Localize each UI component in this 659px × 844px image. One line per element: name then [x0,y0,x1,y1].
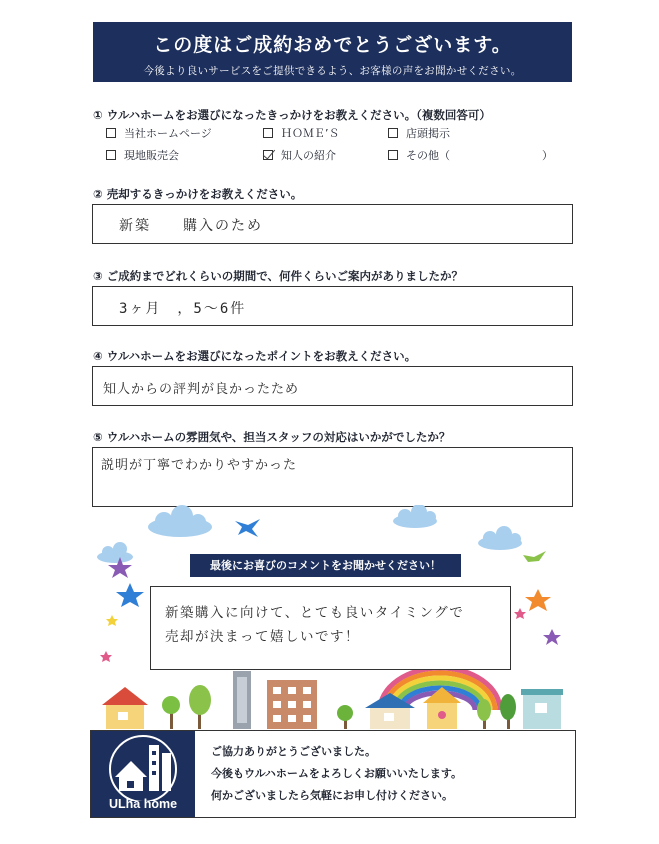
cloud-icon [97,542,133,563]
tall-building-icon [233,671,251,729]
option-label: 現地販売会 [124,149,179,162]
option-homes[interactable] [263,125,340,141]
option-label: 知人の紹介 [281,149,336,162]
star-pink-icon [100,651,112,662]
swallow-bird-icon [235,519,260,537]
tree-icon [500,694,516,729]
answer-2-box[interactable] [92,204,573,244]
answer-3-text: 3ヶ月 ，5～6件 [119,301,247,317]
tree-icon [189,685,211,729]
answer-2-text: 新築 購入のため [119,218,263,234]
footer-line-1: ご協力ありがとうございました。 [211,745,376,758]
option-open-house[interactable] [106,147,179,163]
footer [90,730,576,818]
banner-title: この度はご成約おめでとうございます。 [153,34,512,56]
option-referral[interactable] [263,147,336,163]
checkbox-icon[interactable] [388,128,398,138]
question-5-label: ⑤ ウルハホームの雰囲気や、担当スタッフの対応はいかがでしたか？ [93,430,451,444]
apartment-building-icon [267,680,317,729]
answer-5-text: 説明が丁寧でわかりやすかった [101,458,298,473]
comment-line-1: 新築購入に向けて、とても良いタイミングで [165,605,465,621]
comment-heading: 最後にお喜びのコメントをお聞かせください！ [190,554,461,577]
cloud-icon [148,505,212,537]
footer-message [211,741,462,807]
company-logo [91,731,195,817]
answer-5-box[interactable] [92,447,573,507]
question-3-label: ③ ご成約までどれくらいの期間で、何件くらいご案内がありましたか？ [93,269,464,283]
answer-3-box[interactable] [92,286,573,326]
star-blue-icon [116,583,144,607]
small-bird-icon [523,551,546,562]
star-yellow-icon [106,615,118,626]
banner-subtitle: 今後より良いサービスをご提供できるよう、お客様の声をお聞かせください。 [143,65,522,77]
answer-4-box[interactable] [92,366,573,406]
option-label: 店頭掲示 [406,127,450,140]
answer-4-text: 知人からの評判が良かったため [103,382,300,397]
comment-line-2: 売却が決まって嬉しいです！ [165,629,360,645]
footer-line-2: 今後もウルハホームをよろしくお願いいたします。 [211,767,463,780]
header-banner [93,22,572,82]
option-store-display[interactable] [388,125,450,141]
house-logo-icon [91,731,195,801]
cloud-icon [478,526,522,550]
question-4-label: ④ ウルハホームをお選びになったポイントをお教えください。 [93,349,417,363]
option-other[interactable] [388,147,450,163]
tree-icon [337,705,353,729]
tree-icon [477,699,491,729]
option-other-close: ） [542,149,553,162]
star-pink-icon [514,608,526,619]
option-website[interactable] [106,125,212,141]
question-1-label: ① ウルハホームをお選びになったきっかけをお教えください。（複数回答可） [93,108,491,122]
star-orange-icon [525,589,551,611]
teal-house-icon [521,689,563,729]
checkbox-checked-icon[interactable] [263,150,273,160]
cloud-icon [393,505,437,528]
star-purple-icon [543,629,561,645]
footer-line-3: 何かございましたら気軽にお申し付けください。 [211,789,453,802]
option-label: その他（ [406,149,450,162]
question-2-label: ② 売却するきっかけをお教えください。 [93,187,303,201]
logo-text: ULha home [108,797,178,811]
checkbox-icon[interactable] [106,150,116,160]
checkbox-icon[interactable] [388,150,398,160]
red-roof-house-icon [102,687,148,729]
checkbox-icon[interactable] [263,128,273,138]
tree-icon [162,696,180,729]
checkbox-icon[interactable] [106,128,116,138]
comment-box[interactable] [150,586,511,670]
option-label: 当社ホームページ [124,127,212,140]
option-label: ＨＯＭＥ’Ｓ [281,127,340,140]
